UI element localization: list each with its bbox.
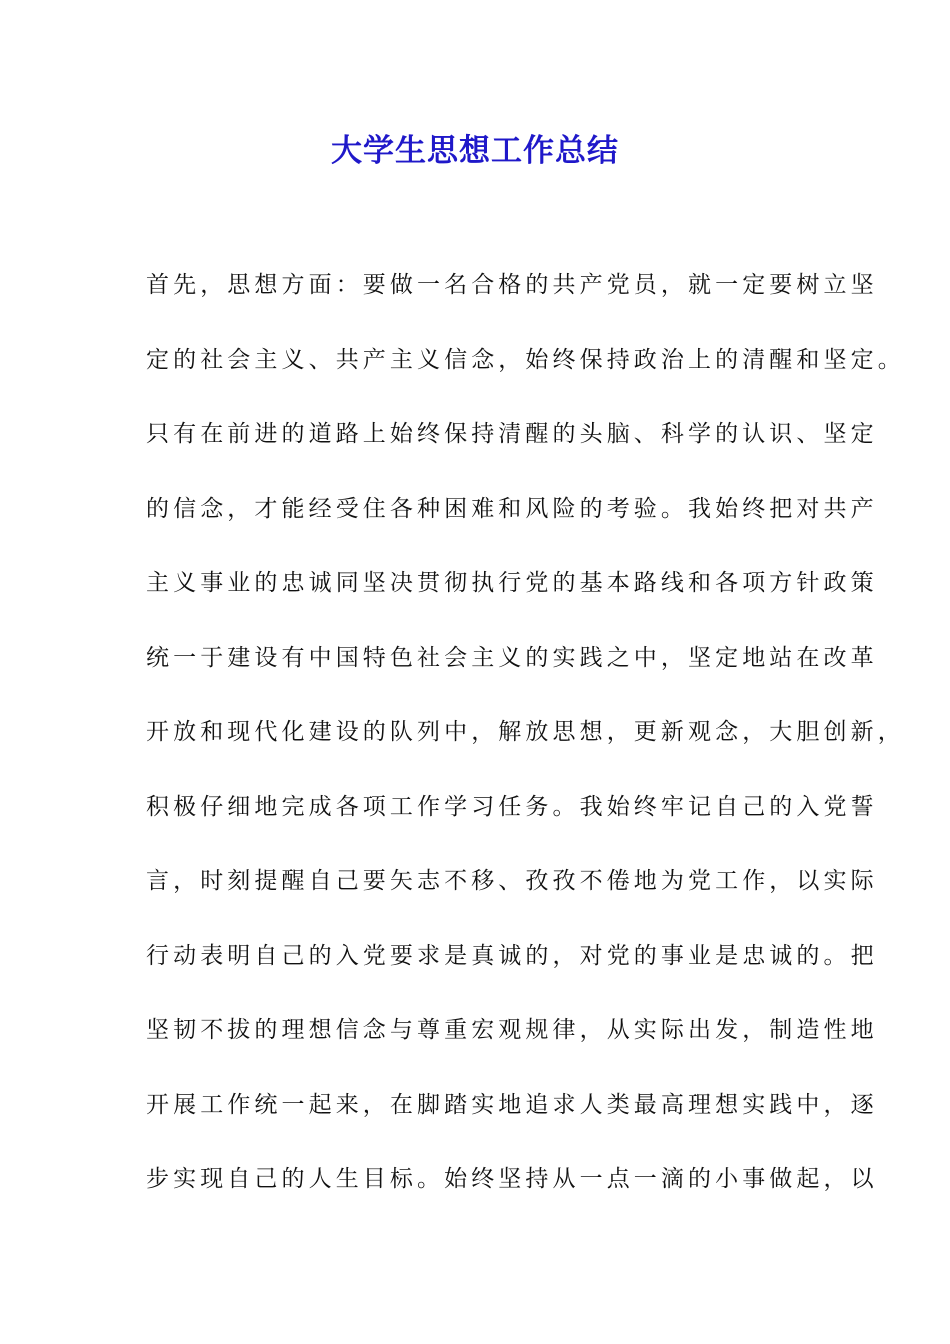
- text-line: 坚韧不拔的理想信念与尊重宏观规律，从实际出发，制造性地: [146, 1017, 878, 1043]
- text-line: 言，时刻提醒自己要矢志不移、孜孜不倦地为党工作，以实际: [146, 868, 878, 894]
- text-line: 只有在前进的道路上始终保持清醒的头脑、科学的认识、坚定: [146, 421, 878, 447]
- text-line: 积极仔细地完成各项工作学习任务。我始终牢记自己的入党誓: [146, 793, 878, 820]
- text-line: 的信念，才能经受住各种困难和风险的考验。我始终把对共产: [146, 495, 878, 522]
- text-line: 定的社会主义、共产主义信念，始终保持政治上的清醒和坚定。: [146, 346, 905, 373]
- body-paragraph: [146, 263, 905, 1232]
- text-line: 统一于建设有中国特色社会主义的实践之中，坚定地站在改革: [146, 644, 878, 671]
- text-line: 主义事业的忠诚同坚决贯彻执行党的基本路线和各项方针政策: [146, 570, 878, 596]
- text-line: 首先，思想方面：要做一名合格的共产党员，就一定要树立坚: [146, 272, 878, 298]
- text-line: 步实现自己的人生目标。始终坚持从一点一滴的小事做起，以: [146, 1166, 878, 1192]
- page-title: 大学生思想工作总结: [331, 133, 619, 169]
- text-line: 行动表明自己的入党要求是真诚的，对党的事业是忠诚的。把: [146, 942, 878, 969]
- text-line: 开放和现代化建设的队列中，解放思想，更新观念，大胆创新，: [146, 719, 905, 745]
- text-line: 开展工作统一起来，在脚踏实地追求人类最高理想实践中，逐: [146, 1091, 878, 1118]
